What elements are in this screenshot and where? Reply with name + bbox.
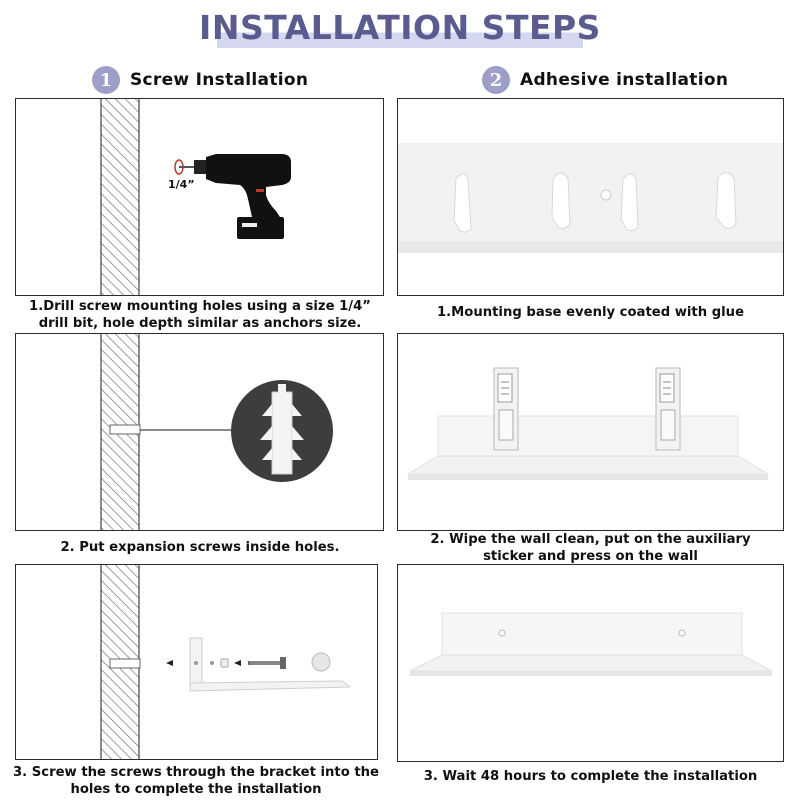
caption-line: 2. Wipe the wall clean, put on the auxiliary (430, 532, 751, 547)
drill-icon (175, 154, 291, 239)
adhesive-step-2-caption (397, 531, 784, 565)
screw-step-2-panel (15, 333, 384, 531)
anchor-cap-icon (312, 653, 330, 671)
sticker-icon (494, 368, 518, 450)
arrow-icon (234, 660, 241, 666)
adhesive-step-2-illustration (398, 334, 784, 531)
screw-step-2-caption (8, 539, 392, 556)
shelf-icon (410, 613, 772, 676)
screw-step-2-illustration (16, 334, 384, 531)
adhesive-step-3-caption (397, 768, 784, 785)
adhesive-step-3-illustration (398, 565, 784, 762)
screw-icon (248, 657, 286, 669)
screw-step-1-illustration (16, 99, 384, 296)
screw-step-1-panel (15, 98, 384, 296)
adhesive-step-3-panel (397, 564, 784, 762)
screw-step-3-caption (4, 764, 388, 798)
wall-hole (110, 425, 140, 434)
adhesive-step-1-illustration (398, 99, 784, 296)
section-number-badge: 1 (92, 66, 120, 94)
screw-step-3-illustration (16, 565, 378, 760)
adhesive-step-1-caption (397, 304, 784, 321)
wall-hole (110, 659, 140, 668)
page-title: INSTALLATION STEPS (199, 8, 601, 47)
caption-line: 2. Put expansion screws inside holes. (60, 540, 340, 555)
caption-line: 3. Wait 48 hours to complete the installation (423, 769, 758, 784)
adhesive-step-1-panel (397, 98, 784, 296)
section-label: Adhesive installation (520, 70, 729, 90)
arrow-icon (166, 660, 173, 666)
mounting-hole (601, 190, 611, 200)
shelf-icon (408, 416, 768, 480)
caption-line: holes to complete the installation (70, 782, 322, 797)
adhesive-step-2-panel (397, 333, 784, 531)
section-header-screw (92, 66, 308, 94)
wall-section (101, 99, 139, 296)
caption-line: 1.Mounting base evenly coated with glue (436, 305, 745, 320)
section-number-badge: 2 (482, 66, 510, 94)
drill-size-label: 1/4” (168, 178, 195, 191)
caption-line: drill bit, hole depth similar as anchors size. (38, 316, 362, 331)
caption-line: sticker and press on the wall (483, 549, 698, 564)
screw-step-3-panel (15, 564, 378, 760)
section-label: Screw Installation (130, 70, 309, 90)
screw-step-1-caption (8, 298, 392, 332)
caption-line: 3. Screw the screws through the bracket into the (13, 765, 379, 780)
sticker-icon (656, 368, 680, 450)
caption-line: 1.Drill screw mounting holes using a size 1/4” (29, 299, 371, 314)
section-header-adhesive (482, 66, 728, 94)
